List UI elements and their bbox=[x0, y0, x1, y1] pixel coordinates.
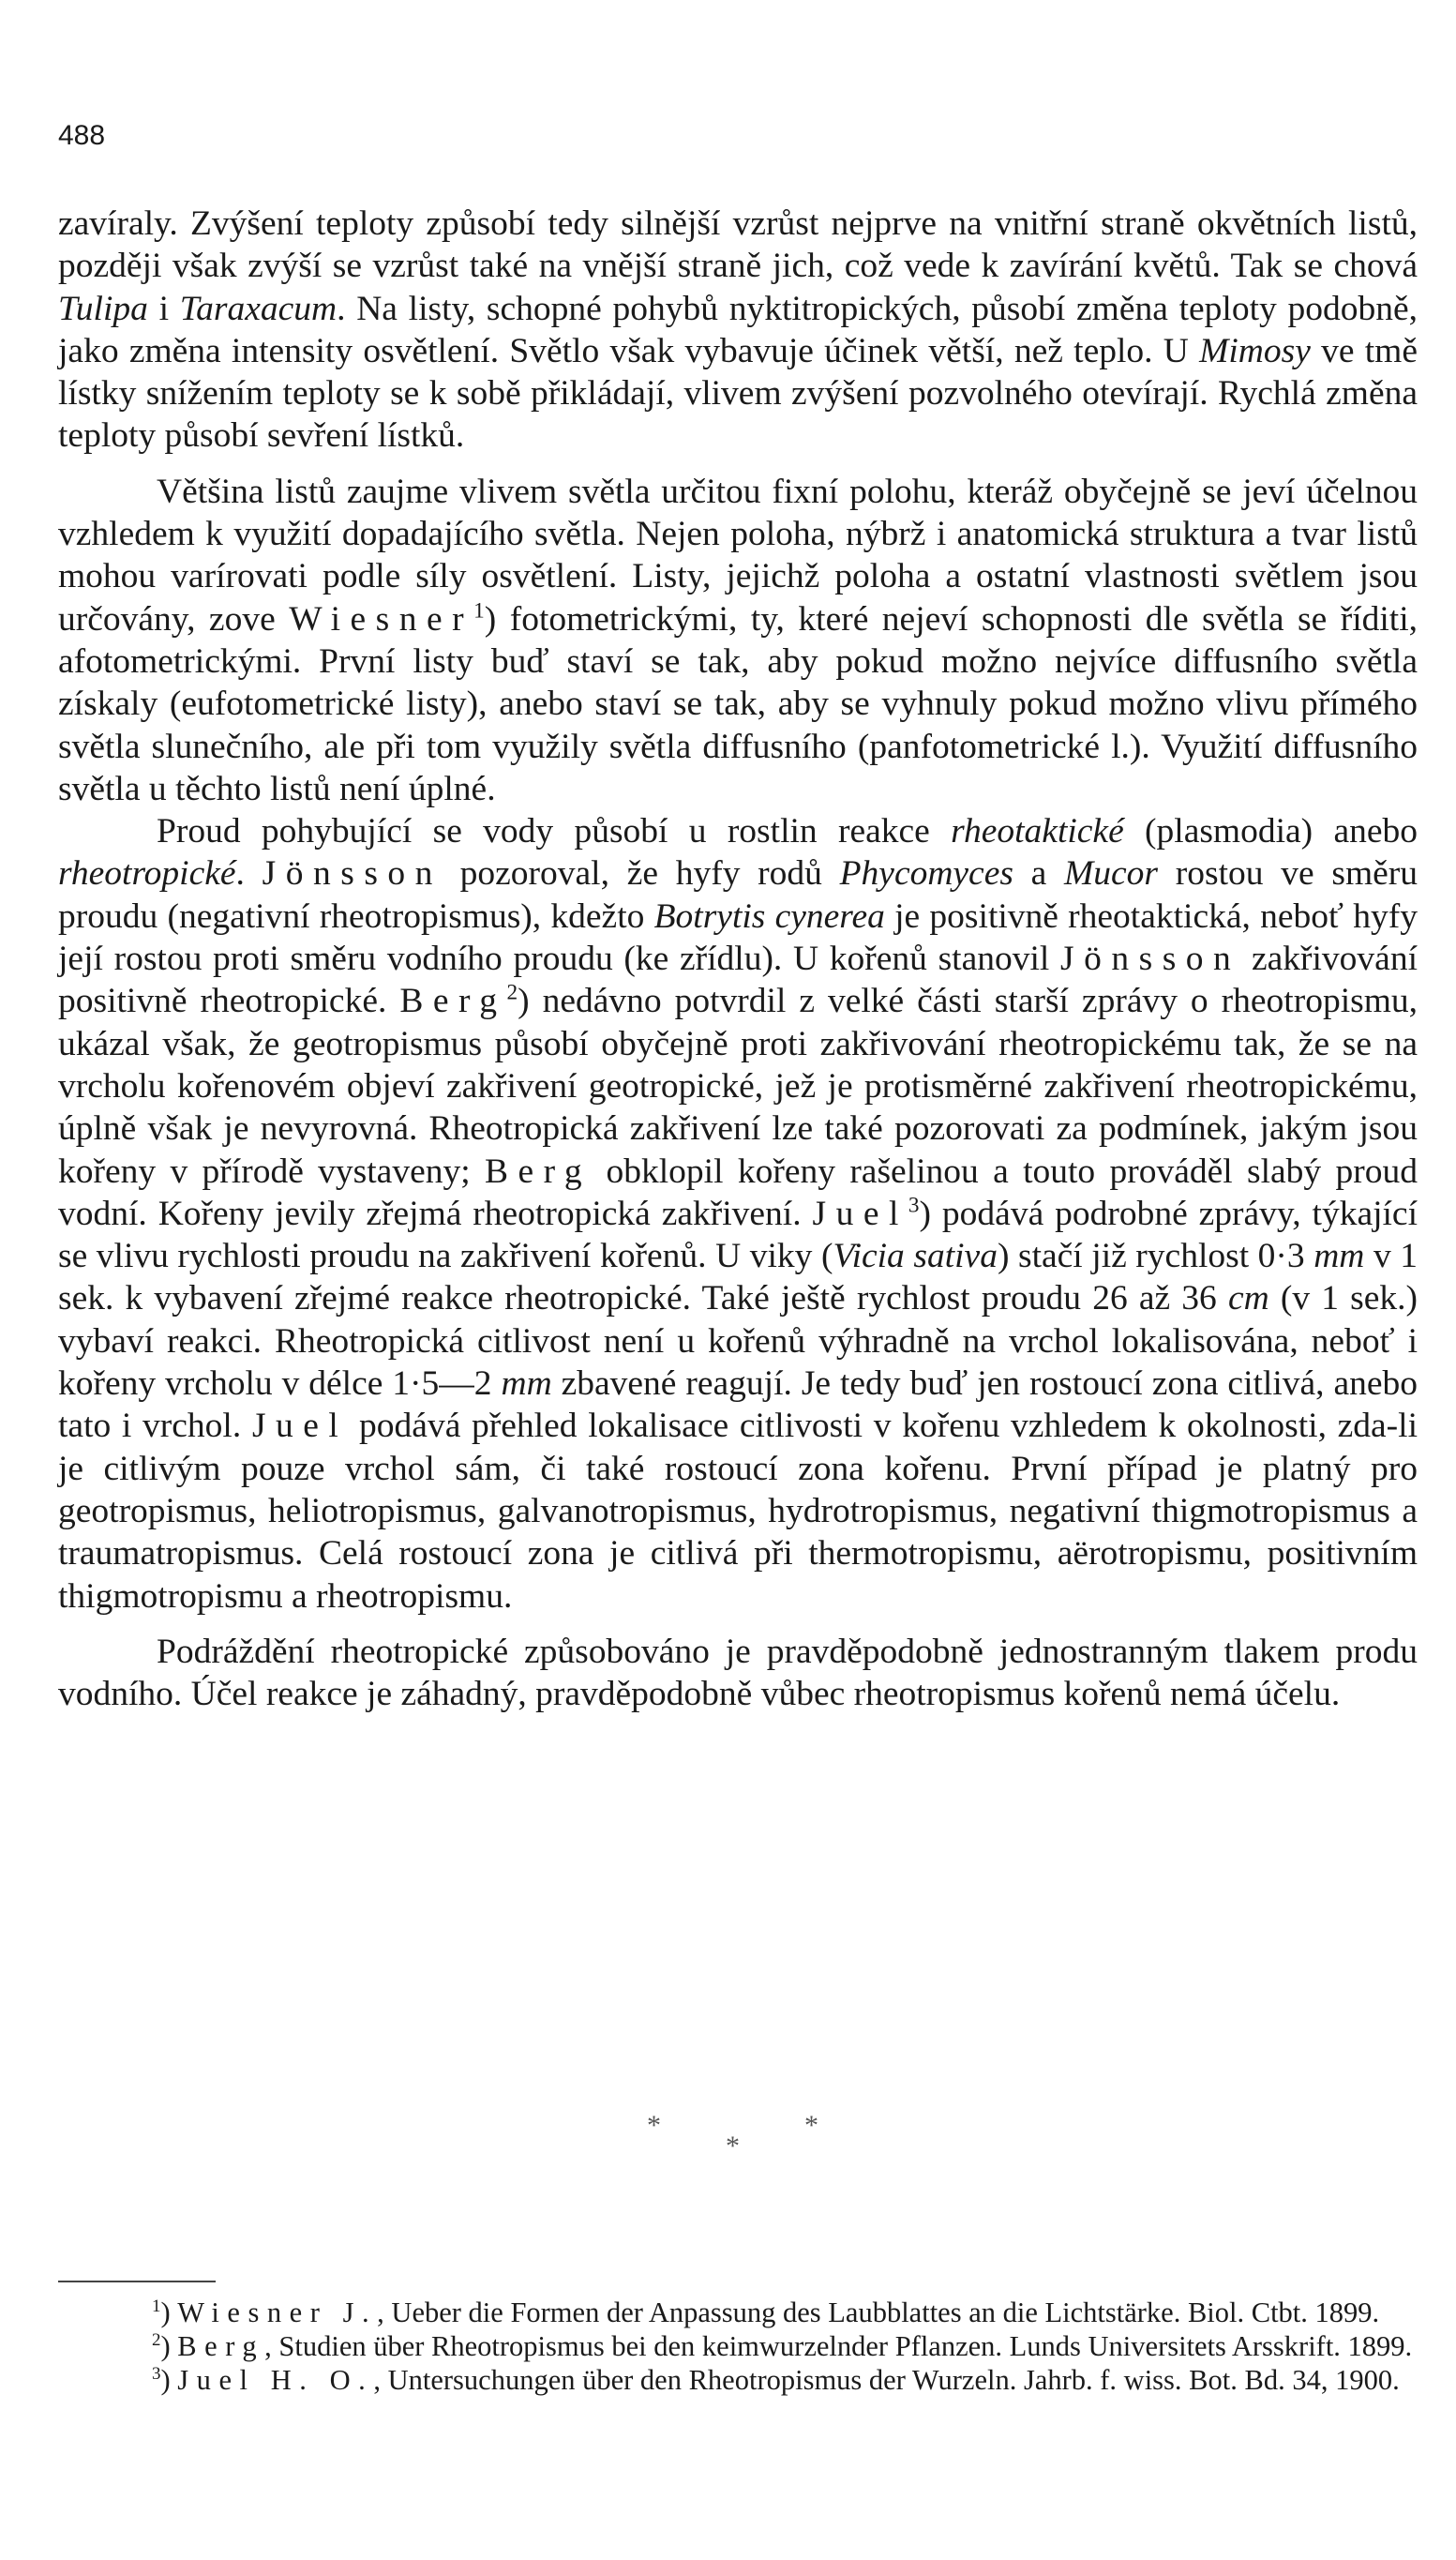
text-run: podává přehled lokalisace citlivosti v kořenu vzhledem k okolnosti, zda-li je citlivým pouze vrchol sám, či také rostoucí zona kořenu. První případ je platný pro geotropismus, heliotropismus, galvanotropismus, hydrotropismus, negativní thigmotropismus a traumatropismus. Celá rostoucí zona je citlivá při thermotropismu, aërotropismu, positivním thigmotropismu a rheotropismu. bbox=[58, 1407, 1418, 1616]
text-run: zbavené reagují. Je tedy buď jen rostoucí zona citlivá, anebo tato i vrchol. bbox=[58, 1364, 1418, 1446]
author-name: Berg bbox=[399, 982, 507, 1021]
term: rheotropické bbox=[58, 854, 236, 894]
footnote-author: Juel H. O. bbox=[177, 2364, 374, 2396]
section-separator bbox=[58, 2110, 1418, 2166]
term: rheotaktické bbox=[951, 812, 1124, 851]
text-run: a bbox=[1013, 854, 1065, 894]
text-run: ve tmě lístky snížením teploty se k sobě přikládají, vlivem zvýšení pozvolného otevírají. Rychlá změna teploty působí sevření lístků. bbox=[58, 331, 1418, 456]
paragraph-2 bbox=[58, 471, 1418, 810]
text-run: obklopil kořeny rašelinou a touto prováděl slabý proud vodní. Kořeny jevily zřejmá rheotropická zakřivení. bbox=[58, 1152, 1418, 1233]
text-run: pozoroval, že hyfy rodů bbox=[442, 854, 840, 894]
text-run: ) podává podrobné zprávy, týkající se vlivu rychlosti proudu na zakřivení kořenů. U viky ( bbox=[58, 1194, 1418, 1276]
unit: mm bbox=[501, 1364, 552, 1404]
unit: cm bbox=[1227, 1279, 1269, 1318]
footnote-marker: 3 bbox=[152, 2363, 161, 2384]
text-run: je positivně rheotaktická, neboť hyfy její rostou proti směru vodního proudu (ke zřídlu). U kořenů stanovil bbox=[58, 896, 1418, 979]
text-run: i bbox=[147, 289, 180, 328]
author-name: Juel bbox=[812, 1194, 908, 1233]
taxon-name: Mimosy bbox=[1199, 331, 1311, 370]
text-run: (v 1 sek.) vybaví reakci. Rheotropická citlivost není u kořenů výhradně na vrchol lokalisována, neboť i kořeny vrcholu v délce 1·5—2 bbox=[58, 1279, 1418, 1404]
author-name: Juel bbox=[251, 1407, 349, 1446]
body-text bbox=[58, 203, 1418, 1715]
footnote-rule bbox=[58, 2281, 216, 2282]
separator-star: * bbox=[647, 2110, 661, 2141]
unit: mm bbox=[1313, 1237, 1365, 1276]
separator-star: * bbox=[726, 2131, 740, 2161]
text-run: ) stačí již rychlost 0·3 bbox=[997, 1237, 1314, 1276]
text-run: ) fotometrickými, ty, které nejeví schopnosti dle světla se říditi, afotometrickými. První listy buď staví se tak, aby pokud možno nejvíce diffusního světla získaly (eufotometrické listy), anebo staví se tak, aby se vyhnuly pokud možno vlivu přímého světla slunečního, ale při tom využily světla diffusního (panfotometrické l.). Využití diffusního světla u těchto listů není úplné. bbox=[58, 599, 1418, 808]
footnote-author: Berg bbox=[177, 2330, 265, 2362]
footnote-author: Wiesner J. bbox=[177, 2296, 378, 2328]
text-run: Proud pohybující se vody působí u rostlin reakce bbox=[157, 812, 952, 851]
paragraph-4 bbox=[58, 1631, 1418, 1716]
footnote-text: , Studien über Rheotropismus bei den keimwurzelnder Pflanzen. Lunds Universitets Arsskrift. 1899. bbox=[264, 2330, 1413, 2362]
footnote-ref: 3 bbox=[908, 1193, 920, 1218]
taxon-name: Botrytis cynerea bbox=[653, 896, 885, 936]
footnote-ref: 1 bbox=[473, 598, 485, 624]
taxon-name: Tulipa bbox=[58, 289, 148, 328]
text-run: rostou ve směru proudu (negativní rheotropismus), kdežto bbox=[58, 854, 1418, 936]
footnote-text: , Ueber die Formen der Anpassung des Laubblattes an die Lichtstärke. Biol. Ctbt. 1899. bbox=[377, 2296, 1380, 2328]
author-name: Berg bbox=[484, 1152, 593, 1191]
paragraph-3 bbox=[58, 810, 1418, 1618]
taxon-name: Phycomyces bbox=[839, 854, 1013, 894]
footnote-ref: 2 bbox=[506, 980, 518, 1005]
author-name: Jönsson bbox=[262, 854, 443, 894]
text-run: . bbox=[235, 854, 263, 894]
taxon-name: Vicia sativa bbox=[833, 1237, 998, 1276]
footnote-text: , Untersuchungen über den Rheotropismus der Wurzeln. Jahrb. f. wiss. Bot. Bd. 34, 1900. bbox=[373, 2364, 1400, 2396]
text-run: v 1 sek. k vybavení zřejmé reakce rheotropické. Také ještě rychlost proudu 26 až 36 bbox=[58, 1237, 1418, 1318]
text-run: ) nedávno potvrdil z velké části starší zprávy o rheotropismu, ukázal však, že geotropismus působí obyčejně proti zakřivování rheotropickému tak, že se na vrcholu kořenovém objeví zakřivení geotropické, jež je protisměrné zakřivení rheotropickému, úplně však je nevyrovná. Rheotropická zakřivení lze také pozorovati za podmínek, jakým jsou kořeny v přírodě vystaveny; bbox=[58, 982, 1418, 1191]
separator-star: * bbox=[804, 2110, 818, 2141]
footnote-marker: 2 bbox=[152, 2329, 161, 2350]
paragraph-1 bbox=[58, 203, 1418, 458]
page-number: 488 bbox=[58, 120, 106, 151]
taxon-name: Mucor bbox=[1064, 854, 1159, 894]
text-run: (plasmodia) anebo bbox=[1123, 812, 1418, 851]
footnote: $^2$) Berg, Studien über Rheotropismus bei den keimwurzelnder Pflanzen. Lunds Universitets Arsskrift. 1899. bbox=[152, 2329, 1413, 2362]
footnotes bbox=[58, 2296, 1418, 2397]
text-run: zakřivování positivně rheotropické. bbox=[58, 940, 1418, 1021]
text-run: Podráždění rheotropické způsobováno je pravděpodobně jednostranným tlakem produ vodního. Účel reakce je záhadný, pravděpodobně vůbec rheotropismus kořenů nemá účelu. bbox=[58, 1632, 1418, 1714]
text-run: . Na listy, schopné pohybů nyktitropických, působí změna teploty podobně, jako změna intensity osvětlení. Světlo však vybavuje účinek větší, než teplo. U bbox=[58, 289, 1418, 370]
text-run: Většina listů zaujme vlivem světla určitou fixní polohu, kteráž obyčejně se jeví účelnou vzhledem k využití dopadajícího světla. Nejen poloha, nýbrž i anatomická struktura a tvar listů mohou varírovati podle síly osvětlení. Listy, jejichž poloha a ostatní vlastnosti světlem jsou určovány, zove bbox=[58, 472, 1418, 639]
text-run: zavíraly. Zvýšení teploty způsobí tedy silnější vzrůst nejprve na vnitřní straně okvětních listů, později však zvýší se vzrůst také na vnější straně jich, což vede k zavírání květů. Tak se chová bbox=[58, 204, 1418, 286]
footnote: $^1$) Wiesner J., Ueber die Formen der Anpassung des Laubblattes an die Lichtstärke. Biol. Ctbt. 1899. bbox=[152, 2296, 1380, 2328]
author-name: Jönsson bbox=[1060, 940, 1241, 979]
author-name: Wiesner bbox=[289, 599, 474, 639]
taxon-name: Taraxacum bbox=[179, 289, 338, 328]
footnote: $^3$) Juel H. O., Untersuchungen über den Rheotropismus der Wurzeln. Jahrb. f. wiss. Bot. Bd. 34, 1900. bbox=[152, 2363, 1400, 2396]
footnote-marker: 1 bbox=[152, 2296, 161, 2316]
